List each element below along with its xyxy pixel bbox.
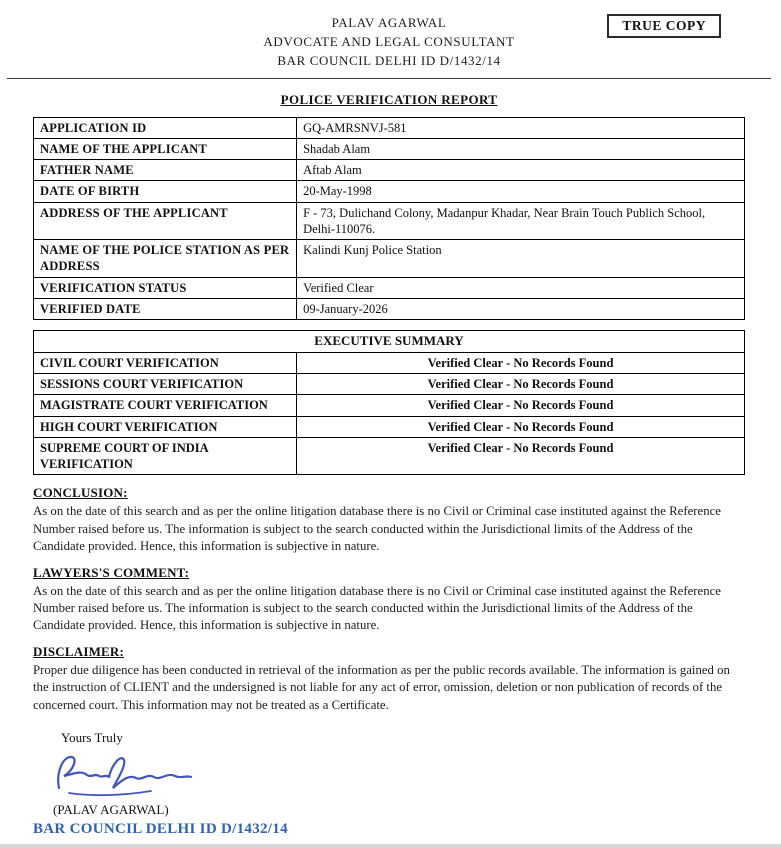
table-row — [34, 202, 745, 240]
field-value: 20-May-1998 — [297, 181, 745, 202]
applicant-details-table — [33, 117, 745, 321]
executive-summary-table — [33, 330, 745, 475]
summary-label: MAGISTRATE COURT VERIFICATION — [34, 395, 297, 416]
table-row — [34, 437, 745, 475]
true-copy-stamp: TRUE COPY — [607, 14, 721, 38]
page-bottom-edge — [0, 844, 781, 848]
field-label: APPLICATION ID — [34, 117, 297, 138]
field-label: NAME OF THE POLICE STATION AS PER ADDRESS — [34, 240, 297, 278]
table-row — [34, 160, 745, 181]
field-label: VERIFICATION STATUS — [34, 277, 297, 298]
field-label: ADDRESS OF THE APPLICANT — [34, 202, 297, 240]
table-row — [34, 416, 745, 437]
field-value: Verified Clear — [297, 277, 745, 298]
executive-summary-title: EXECUTIVE SUMMARY — [34, 331, 745, 353]
disclaimer-body: Proper due diligence has been conducted in retrieval of the information as per the public records available. The information is gained on the instruction of CLIENT and the undersigned is not liable for any act of error, omission, deletion or non publication of records of the concerned court. This information may not be treated as a Certificate. — [33, 663, 730, 712]
conclusion-heading: CONCLUSION: — [33, 485, 128, 501]
field-label: FATHER NAME — [34, 160, 297, 181]
signature-stroke-2 — [109, 758, 191, 788]
table-row — [34, 138, 745, 159]
summary-value: Verified Clear - No Records Found — [297, 416, 745, 437]
header-divider — [7, 78, 771, 79]
summary-value: Verified Clear - No Records Found — [297, 437, 745, 475]
summary-label: CIVIL COURT VERIFICATION — [34, 352, 297, 373]
table-row — [34, 181, 745, 202]
conclusion-section — [33, 485, 745, 554]
advocate-name: PALAV AGARWAL — [331, 15, 447, 30]
table-row — [34, 374, 745, 395]
field-value: 09-January-2026 — [297, 298, 745, 319]
disclaimer-section — [33, 644, 745, 713]
letterhead — [33, 14, 745, 71]
conclusion-body: As on the date of this search and as per the online litigation database there is no Civil or Criminal case instituted against the Reference Number raised before us. The information is subject to the search conducted within the Jurisdictional limits of the Address of the Candidate provided. Hence, this information is subjective in nature. — [33, 504, 721, 553]
lawyers-comment-heading: LAWYERS'S COMMENT: — [33, 564, 190, 580]
summary-value: Verified Clear - No Records Found — [297, 352, 745, 373]
summary-value: Verified Clear - No Records Found — [297, 374, 745, 395]
field-label: NAME OF THE APPLICANT — [34, 138, 297, 159]
field-label: DATE OF BIRTH — [34, 181, 297, 202]
field-value: Aftab Alam — [297, 160, 745, 181]
report-title: POLICE VERIFICATION REPORT — [280, 91, 498, 107]
disclaimer-heading: DISCLAIMER: — [33, 644, 125, 660]
advocate-title: ADVOCATE AND LEGAL CONSULTANT — [263, 33, 515, 49]
lawyers-comment-body: As on the date of this search and as per the online litigation database there is no Civil or Criminal case instituted against the Reference Number raised before us. The information is subject to the search conducted within the Jurisdictional limits of the Address of the Candidate provided. Hence, this information is subjective in nature. — [33, 583, 721, 633]
bar-council-id-header: BAR COUNCIL DELHI ID D/1432/14 — [277, 52, 501, 68]
summary-value: Verified Clear - No Records Found — [297, 395, 745, 416]
summary-label: SUPREME COURT OF INDIA VERIFICATION — [34, 437, 297, 475]
table-row — [34, 298, 745, 319]
signature-stroke-1 — [58, 757, 109, 788]
table-row — [34, 117, 745, 138]
signature-image — [47, 748, 197, 800]
closing-text: Yours Truly — [61, 729, 123, 745]
table-row — [34, 395, 745, 416]
field-value: F - 73, Dulichand Colony, Madanpur Khadar, Near Brain Touch Publich School, Delhi-110076. — [297, 202, 745, 240]
table-row — [34, 352, 745, 373]
field-value: Kalindi Kunj Police Station — [297, 240, 745, 278]
lawyers-comment-section — [33, 565, 745, 634]
table-row — [34, 240, 745, 278]
field-value: GQ-AMRSNVJ-581 — [297, 117, 745, 138]
summary-label: SESSIONS COURT VERIFICATION — [34, 374, 297, 395]
signatory-name: (PALAV AGARWAL) — [53, 801, 169, 817]
signature-block — [47, 748, 745, 800]
signature-flourish — [69, 791, 151, 795]
table-row — [34, 277, 745, 298]
summary-label: HIGH COURT VERIFICATION — [34, 416, 297, 437]
table-row — [34, 331, 745, 353]
bar-council-id-footer: BAR COUNCIL DELHI ID D/1432/14 — [33, 820, 288, 837]
field-label: VERIFIED DATE — [34, 298, 297, 319]
field-value: Shadab Alam — [297, 138, 745, 159]
